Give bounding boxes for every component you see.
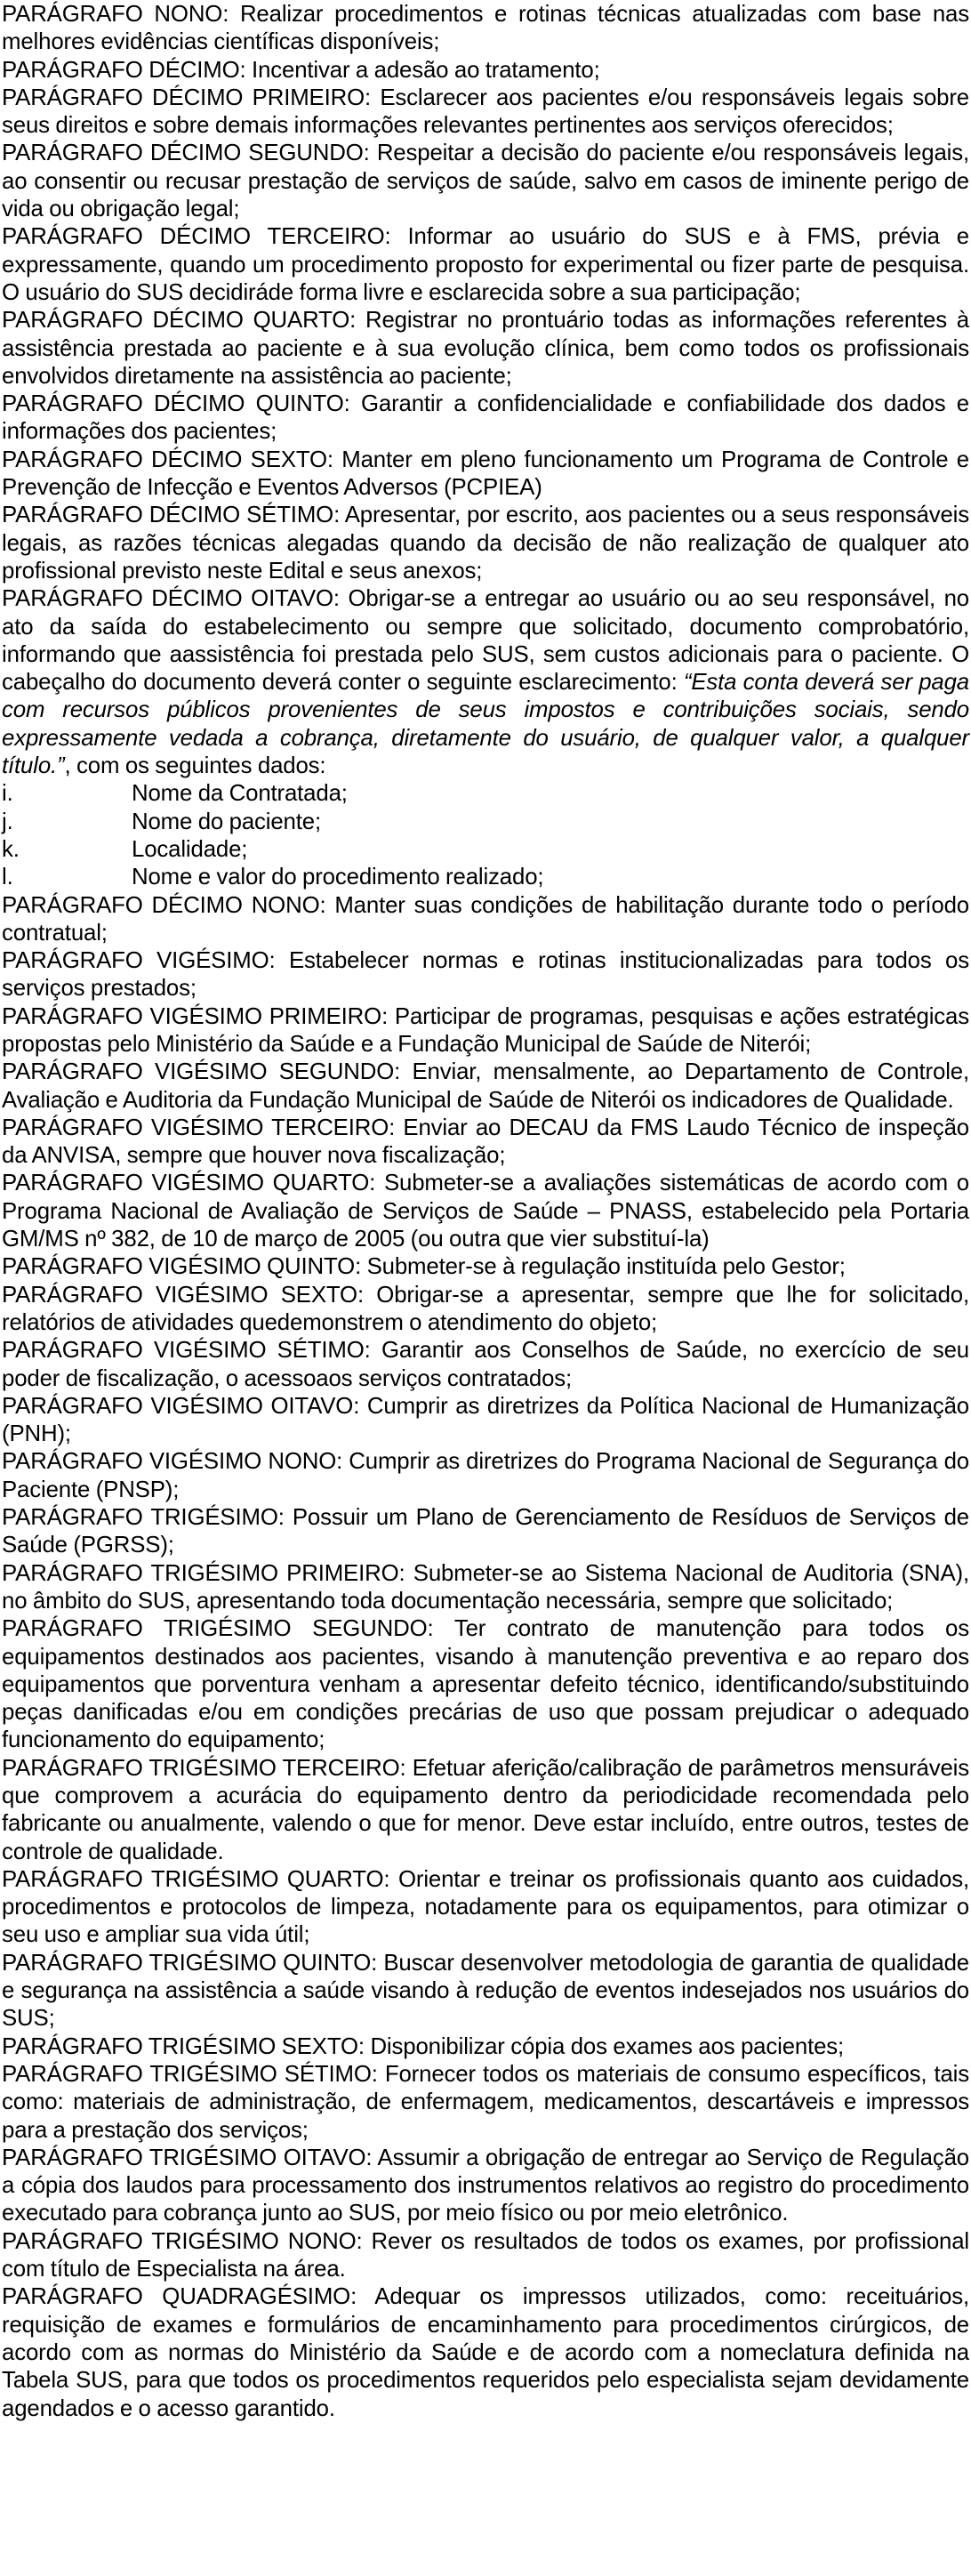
paragraph-vigesimo-quarto: PARÁGRAFO VIGÉSIMO QUARTO: Submeter-se a avaliações sistemáticas de acordo com o Programa Nacional de Avaliação de Serviços de Saúde – PNASS, estabelecido pela Portaria GM/MS nº 382, de 10 de março de 2005 (ou outra que vier substituí-la) bbox=[2, 1171, 969, 1252]
list-item-text: Nome da Contratada; bbox=[132, 781, 348, 807]
paragraph-decimo-sexto: PARÁGRAFO DÉCIMO SEXTO: Manter em pleno funcionamento um Programa de Controle e Prevenção de Infecção e Eventos Adversos (PCPIEA) bbox=[2, 447, 969, 501]
paragraph-trigesimo-sexto: PARÁGRAFO TRIGÉSIMO SEXTO: Disponibilizar cópia dos exames aos pacientes; bbox=[2, 2033, 845, 2059]
paragraph-decimo-segundo: PARÁGRAFO DÉCIMO SEGUNDO: Respeitar a decisão do paciente e/ou responsáveis legais, ao consentir ou recusar prestação de serviços de saúde, salvo em casos de iminente perigo de vida ou obrigação legal; bbox=[2, 141, 969, 222]
paragraph-decimo-quarto: PARÁGRAFO DÉCIMO QUARTO: Registrar no prontuário todas as informações referentes à assistência prestada ao paciente e à sua evolução clínica, bem como todos os profissionais envolvidos diretamente na assistência ao paciente; bbox=[2, 308, 969, 389]
paragraph-trigesimo-oitavo: PARÁGRAFO TRIGÉSIMO OITAVO: Assumir a obrigação de entregar ao Serviço de Regulação a cópia dos laudos para processamento dos instrumentos relativos ao registro do procedimento executado para cobrança junto ao SUS, por meio físico ou por meio eletrônico. bbox=[2, 2145, 969, 2226]
paragraph-vigesimo-quinto: PARÁGRAFO VIGÉSIMO QUINTO: Submeter-se à regulação instituída pelo Gestor; bbox=[2, 1254, 846, 1280]
paragraph-trigesimo-segundo: PARÁGRAFO TRIGÉSIMO SEGUNDO: Ter contrato de manutenção para todos os equipamentos destinados aos pacientes, visando à manutenção preventiva e ao reparo dos equipamentos que porventura venham a apresentar defeito técnico, identificando/substituindo peças danificadas e/ou em condições precárias de uso que possam prejudicar o adequado funcionamento do equipamento; bbox=[2, 1616, 969, 1753]
paragraph-vigesimo-segundo: PARÁGRAFO VIGÉSIMO SEGUNDO: Enviar, mensalmente, ao Departamento de Controle, Avaliação e Auditoria da Fundação Municipal de Saúde de Niterói os indicadores de Qualidade. bbox=[2, 1059, 969, 1113]
paragraph-trigesimo-quinto: PARÁGRAFO TRIGÉSIMO QUINTO: Buscar desenvolver metodologia de garantia de qualidade e segurança na assistência a saúde visando à redução de eventos indesejados nos usuários do SUS; bbox=[2, 1950, 969, 2032]
paragraph-trigesimo-terceiro: PARÁGRAFO TRIGÉSIMO TERCEIRO: Efetuar aferição/calibração de parâmetros mensuráveis que comprovem a acurácia do equipamento dentro da periodicidade recomendada pelo fabricante ou anualmente, valendo o que for menor. Deve estar incluído, entre outros, testes de controle de qualidade. bbox=[2, 1755, 969, 1864]
paragraph-nono: PARÁGRAFO NONO: Realizar procedimentos e rotinas técnicas atualizadas com base nas melhores evidências científicas disponíveis; bbox=[2, 2, 969, 55]
paragraph-trigesimo-nono: PARÁGRAFO TRIGÉSIMO NONO: Rever os resultados de todos os exames, por profissional com título de Especialista na área. bbox=[2, 2228, 969, 2282]
paragraph-decimo-primeiro: PARÁGRAFO DÉCIMO PRIMEIRO: Esclarecer aos pacientes e/ou responsáveis legais sobre seus direitos e sobre demais informações relevantes pertinentes aos serviços oferecidos; bbox=[2, 85, 969, 139]
paragraph-decimo-oitavo-intro: PARÁGRAFO DÉCIMO OITAVO: Obrigar-se a entregar ao usuário ou ao seu responsável, no ato da saída do estabelecimento ou sempre que solicitado, documento comprobatório, informando que aassistência foi prestada pelo SUS, sem custos adicionais para o paciente. O cabeçalho do documento deverá conter o seguinte esclarecimento: bbox=[2, 586, 969, 696]
paragraph-decimo-oitavo bbox=[2, 585, 969, 780]
paragraph-vigesimo: PARÁGRAFO VIGÉSIMO: Estabelecer normas e rotinas institucionalizadas para todos os serviços prestados; bbox=[2, 948, 969, 1002]
paragraph-vigesimo-oitavo: PARÁGRAFO VIGÉSIMO OITAVO: Cumprir as diretrizes da Política Nacional de Humanização (PNH); bbox=[2, 1393, 969, 1447]
list-item-text: Nome e valor do procedimento realizado; bbox=[132, 865, 544, 890]
paragraph-trigesimo-primeiro: PARÁGRAFO TRIGÉSIMO PRIMEIRO: Submeter-se ao Sistema Nacional de Auditoria (SNA), no âmbito do SUS, apresentando toda documentação necessária, sempre que solicitado; bbox=[2, 1560, 969, 1614]
list-marker: k. bbox=[2, 836, 20, 862]
list-marker: l. bbox=[2, 865, 13, 890]
paragraph-trigesimo-setimo: PARÁGRAFO TRIGÉSIMO SÉTIMO: Fornecer todos os materiais de consumo específicos, tais como: materiais de administração, de enfermagem, medicamentos, descartáveis e impressos para a prestação dos serviços; bbox=[2, 2061, 969, 2143]
paragraph-vigesimo-primeiro: PARÁGRAFO VIGÉSIMO PRIMEIRO: Participar de programas, pesquisas e ações estratégicas propostas pelo Ministério da Saúde e a Fundação Municipal de Saúde de Niterói; bbox=[2, 1003, 969, 1057]
paragraph-vigesimo-terceiro: PARÁGRAFO VIGÉSIMO TERCEIRO: Enviar ao DECAU da FMS Laudo Técnico de inspeção da ANVISA, sempre que houver nova fiscalização; bbox=[2, 1115, 969, 1169]
list-marker: i. bbox=[2, 781, 13, 807]
paragraph-vigesimo-sexto: PARÁGRAFO VIGÉSIMO SEXTO: Obrigar-se a apresentar, sempre que lhe for solicitado, relatórios de atividades quedemonstrem o atendimento do objeto; bbox=[2, 1282, 969, 1335]
paragraph-decimo-nono: PARÁGRAFO DÉCIMO NONO: Manter suas condições de habilitação durante todo o período contratual; bbox=[2, 892, 969, 946]
list-item-text: Nome do paciente; bbox=[132, 809, 321, 834]
paragraph-decimo-quinto: PARÁGRAFO DÉCIMO QUINTO: Garantir a confidencialidade e confiabilidade dos dados e informações dos pacientes; bbox=[2, 391, 969, 445]
list-marker: j. bbox=[2, 809, 13, 834]
paragraph-decimo-oitavo-quote: “Esta conta deverá ser paga com recursos públicos provenientes de seus impostos e contribuições sociais, sendo expressamente vedada a cobrança, diretamente do usuário, de qualquer valor, a qualquer título.” bbox=[2, 670, 969, 779]
paragraph-quadragesimo: PARÁGRAFO QUADRAGÉSIMO: Adequar os impressos utilizados, como: receituários, requisição de exames e formulários de encaminhamento para procedimentos cirúrgicos, de acordo com as normas do Ministério da Saúde e de acordo com a nomeclatura definida na Tabela SUS, para que todos os procedimentos requeridos pelo especialista sejam devidamente agendados e o acesso garantido. bbox=[2, 2284, 969, 2421]
list-item bbox=[2, 809, 969, 836]
data-list bbox=[2, 780, 969, 891]
list-item bbox=[2, 836, 969, 864]
paragraph-vigesimo-setimo: PARÁGRAFO VIGÉSIMO SÉTIMO: Garantir aos Conselhos de Saúde, no exercício de seu poder de fiscalização, o acessoaos serviços contratados; bbox=[2, 1338, 969, 1391]
paragraph-decimo-terceiro: PARÁGRAFO DÉCIMO TERCEIRO: Informar ao usuário do SUS e à FMS, prévia e expressamente, quando um procedimento proposto for experimental ou fizer parte de pesquisa. O usuário do SUS decidiráde forma livre e esclarecida sobre a sua participação; bbox=[2, 224, 969, 305]
paragraph-trigesimo-quarto: PARÁGRAFO TRIGÉSIMO QUARTO: Orientar e treinar os profissionais quanto aos cuidados, procedimentos e protocolos de limpeza, notadamente para os equipamentos, para otimizar o seu uso e ampliar sua vida útil; bbox=[2, 1866, 969, 1948]
list-item-text: Localidade; bbox=[132, 836, 248, 862]
paragraph-vigesimo-nono: PARÁGRAFO VIGÉSIMO NONO: Cumprir as diretrizes do Programa Nacional de Segurança do Paciente (PNSP); bbox=[2, 1449, 969, 1502]
list-item bbox=[2, 864, 969, 891]
paragraph-trigesimo: PARÁGRAFO TRIGÉSIMO: Possuir um Plano de Gerenciamento de Resíduos de Serviços de Saúde (PGRSS); bbox=[2, 1505, 969, 1558]
list-item bbox=[2, 780, 969, 808]
paragraph-decimo-oitavo-outro: , com os seguintes dados: bbox=[64, 753, 326, 779]
paragraph-decimo: PARÁGRAFO DÉCIMO: Incentivar a adesão ao tratamento; bbox=[2, 57, 600, 83]
paragraph-decimo-setimo: PARÁGRAFO DÉCIMO SÉTIMO: Apresentar, por escrito, aos pacientes ou a seus responsáveis legais, as razões técnicas alegadas quando da decisão de não realização de qualquer ato profissional previsto neste Edital e seus anexos; bbox=[2, 503, 969, 584]
